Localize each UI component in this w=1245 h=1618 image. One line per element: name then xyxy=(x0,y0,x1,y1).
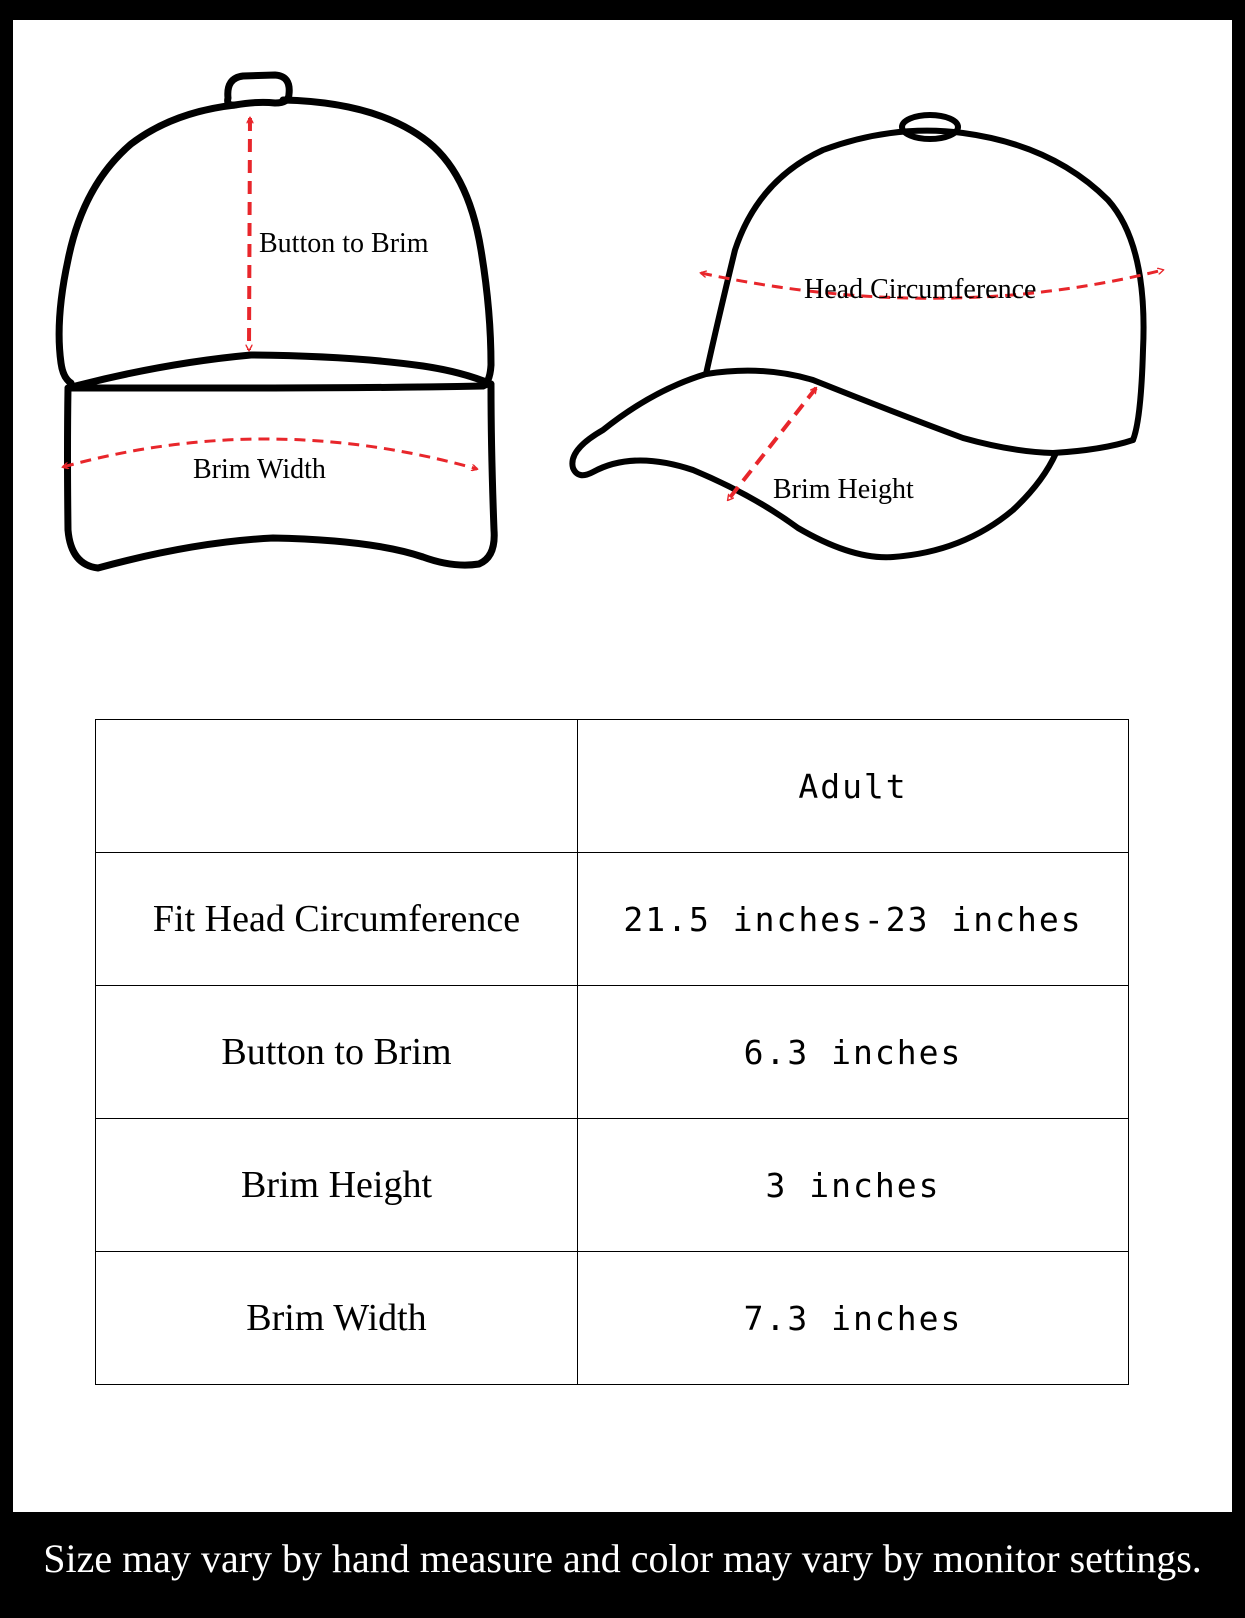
row-label-fit-head-circumference: Fit Head Circumference xyxy=(96,853,578,986)
size-table xyxy=(95,719,1129,1385)
front-cap-drawing xyxy=(59,75,494,568)
cap-diagrams xyxy=(13,20,1232,640)
side-cap-button xyxy=(902,115,958,139)
brim-height-label: Brim Height xyxy=(773,474,914,505)
side-cap-seam xyxy=(706,371,1133,453)
footer-note: Size may vary by hand measure and color may vary by monitor settings. xyxy=(43,1536,1202,1581)
front-cap-seam xyxy=(68,355,491,388)
side-cap-visor xyxy=(572,374,1056,557)
table-row xyxy=(96,1119,1129,1252)
front-cap-crown xyxy=(59,105,235,383)
row-label-brim-height: Brim Height xyxy=(96,1119,578,1252)
row-label-button-to-brim: Button to Brim xyxy=(96,986,578,1119)
table-header-adult: Adult xyxy=(578,720,1129,853)
table-header-label-cell xyxy=(96,720,578,853)
brim-width-label: Brim Width xyxy=(193,454,326,485)
row-value-brim-width: 7.3 inches xyxy=(578,1252,1129,1385)
head-circumference-label: Head Circumference xyxy=(804,274,1037,305)
row-value-brim-height: 3 inches xyxy=(578,1119,1129,1252)
table-row xyxy=(96,853,1129,986)
button-to-brim-arrow xyxy=(249,118,250,350)
size-chart-panel xyxy=(13,20,1232,1512)
row-value-fit-head-circumference: 21.5 inches-23 inches xyxy=(578,853,1129,986)
button-to-brim-label: Button to Brim xyxy=(259,228,429,259)
row-value-button-to-brim: 6.3 inches xyxy=(578,986,1129,1119)
table-row xyxy=(96,1252,1129,1385)
row-label-brim-width: Brim Width xyxy=(96,1252,578,1385)
table-header-row xyxy=(96,720,1129,853)
table-row xyxy=(96,986,1129,1119)
